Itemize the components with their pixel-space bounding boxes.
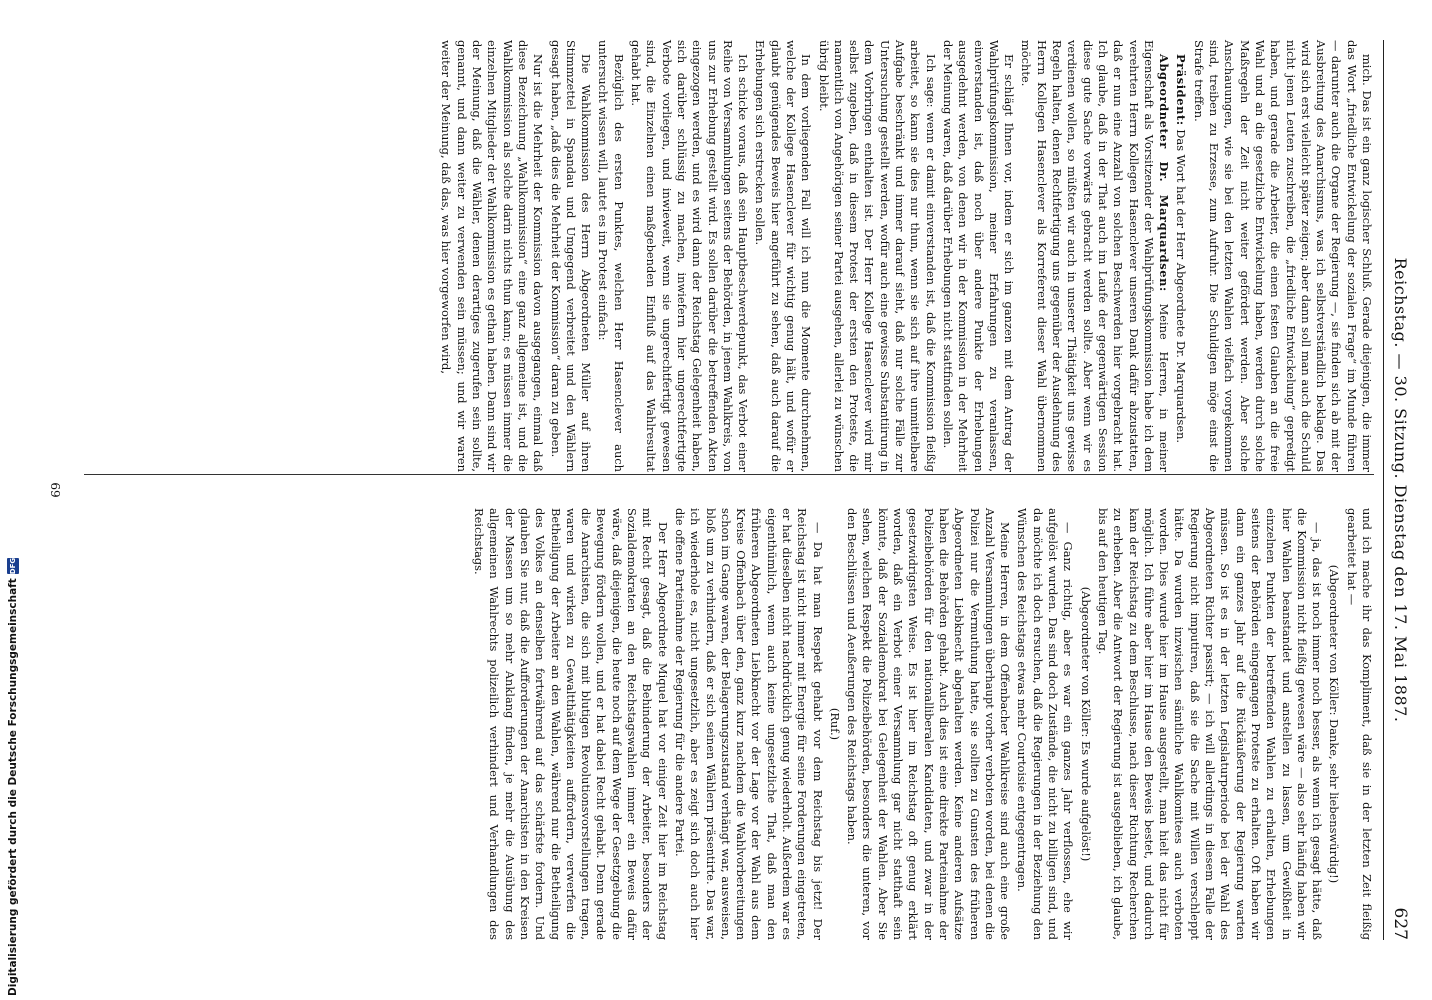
paragraph: — Ganz richtig, aber es war ein ganzes Jahr verflossen, ehe wir aufgelöst wurden. Das sind doch Zustände, die nicht zu billigen sind, und da möchte ich doch ersuchen, daß die Regierungen in der Beziehung den Wünschen des Reichstags etwas mehr Courtoisie entgegentragen. [1015, 508, 1076, 940]
paragraph: Die Wahlkommission des Herrn Abgeordneten Müller auf ihren Stimmzettel in Spandau und Umgegend verbreitet und den Wählern gesagt haben, „daß dies die Mehrheit der Kommission“ daran zu geben. [548, 40, 594, 472]
running-head: Reichstag. — 30. Sitzung. Dienstag den 17. Mai 1887. [1391, 257, 1410, 723]
paragraph: Ich sage: wenn er damit einverstanden ist, daß die Kommission fleißig arbeitet, so kann sie dies nur thun, wenn sie sich auf ihre unmittelbare Aufgabe beschränkt und immer darauf sieht, daß nur solche Fälle zur Untersuchung gestellt werden, wofür auch eine gewisse Substantiirung in dem Vorbringen enthalten ist. Der Herr Kollege Hasenclever wird mir selbst zugeben, daß in diesem Protest der ersten den Proteste, die namentlich von Angehörigen seiner Partei ausgehen, allerlei zu wünschen übrig bleibt. [816, 40, 938, 472]
page-header [1386, 40, 1414, 940]
paragraph: Meine Herren, in dem Offenbacher Wahlkreise sind auch eine große Anzahl Versammlungen überhaupt vorher verboten worden, bei denen die Polizei nur die Vermuthung hatte, sie sollten zu Gunsten des früheren Abgeordneten Liebknecht abgehalten werden. Keine anderen Aufsätze haben die Behörden gehabt. Auch dies ist eine direkte Parteinahme der Polizeibehörden für den nationalliberalen Kandidaten, und zwar in der gesetzwidrigsten Weise. Es ist hier im Reichstag oft genug erklärt worden, daß ein Verbot einer Versammlung gar nicht statthaft sein könnte, daß der Sozialdemokrat bei Gelegenheit der Wahlen. Aber Sie sehen, welchen Respekt die Polizeibehörden, besonders die unteren, vor den Beschlüssen und Aeußerungen des Reichstags haben. [845, 508, 1013, 940]
paragraph: Nur ist die Mehrheit der Kommission davon ausgegangen, einmal daß diese Bezeichnung „Wahlkommission“ eine ganz allgemeine ist, und die Wahlkommission als solche darin nichts thun kann; es müssen immer die einzelnen Mitglieder der Wahlkommission es gethan haben. Dann sind wir der Meinung, daß die Wähler, denen derartiges zugerufen sein sollte, genannt, und dann weiter zu verwenden sein müssen; und wir waren weiter der Meinung, daß das, was hier vorgeworfen wird, [439, 40, 546, 472]
paragraph: — ja, das ist noch immer noch besser, als wenn ich gesagt hätte, daß die Kommission nicht fleißig gewesen wäre — also sehr häufig haben wir hier Wahlen beanstandet und anstellen zu lassen, um Gewißheit in einzelnen Punkten der betreffenden Wahlen zu erhalten, Erhebungen seitens der Behörden eingegangen Proteste zu erhalten. Oft haben wir dann ein ganzes Jahr auf die Rückäußerung der Regierung warten müssen. So ist es in der letzten Legislaturperiode bei der Wahl des Abgeordneten Richter passirt; — ich will allerdings in diesem Falle der Regierung nicht imputiren, daß sie die Sache mit Willen verschleppt hätte. Da wurden inzwischen sämtliche Wahlkomitees auch verboten worden. Dies wurde hier im Hause ausgestellt, man hielt das nicht für möglich. Ich führe aber hier im Hause den Beweis bestet, und dadurch kam der Reichstag zu dem Beschlusse, nach dieser Richtung Recherchen zu erheben. Aber die Antwort der Regierung ist ausgeblieben, ich glaube, bis auf den heutigen Tag. [1095, 508, 1325, 940]
paragraph: — Da hat man Respekt gehabt vor dem Reichstag bis jetzt! Der Reichstag ist nicht immer mit Energie für seine Forderungen eingetreten, er hat dieselben nicht nachdrücklich genug wiederholt. Außerdem war es eigenthümlich, wenn auch keine ungesetzliche That, daß man den früheren Abgeordneten Liebknecht vor der Lage vor der Wahl aus dem Kreise Offenbach über den, ganz kurz nachdem die Wahlvorbereitungen schon im Gange waren, der Belagerungszustand verhängt war, ausweisen, bloß um zu verhindern, daß er sich seinen Wählern präsentirte. Das war, ich wiederhole es, nicht ungesetzlich, aber es zeigt sich doch auch hier die offene Parteinahme der Regierung für die andere Partei. [672, 508, 825, 940]
speaker-text: Das Wort hat der Herr Abgeordnete Dr. Marquardsen. [1174, 129, 1189, 444]
left-column [84, 40, 1374, 472]
footer-number: 69 [48, 482, 62, 498]
paragraph: und ich mache ihr das Kompliment, daß sie in der letzten Zeit fleißig gearbeitet hat — [1344, 508, 1374, 940]
speaker-paragraph [1018, 40, 1171, 472]
speaker-label: Abgeordneter Dr. Marquardsen: [1157, 54, 1172, 292]
paragraph: Er schlägt Ihnen vor, indem er sich im ganzen mit dem Antrag der Wahlprüfungskommission, meiner Erfahrungen zu veranlassen, einverstanden ist, daß noch über andere Punkte der Erhebungen ausgedehnt werden, von denen wir in der Kommission in der Mehrheit der Meinung waren, daß darüber Erhebungen nicht stattfinden sollen. [940, 40, 1017, 472]
page-number: 627 [1390, 907, 1410, 940]
speaker-text: Meine Herren, in meiner Eigenschaft als Vorsitzender der Wahlprüfungskommission habe ich dem verehrten Herrn Kollegen Hasenclever unseren Dank dafür abzustatten, daß er nun eine Anzahl von solchen Beschwerden hier vorgebracht hat. Ich glaube, daß in der That auch im Laufe der gegenwärtigen Session diese gute Sache vorwärts gebracht werden sollte. Aber wenn wir es verdienen wollen, so müßten wir auch in unserer Thätigkeit uns gewisse Regeln halten, denen Rechtfertigung uns gegenüber der Ausdehnung des Herrn Kollegen Hasenclever als Korreferent dieser Wahl übernommen möchte. [1019, 40, 1172, 472]
paragraph: In dem vorliegenden Fall will ich nun die Momente durchnehmen, welche der Kollege Hasenclever für wichtig genug hält, und wofür er glaubt genügendes Beweis hier angeführt zu sehen, daß auch darauf die Erhebungen sich erstrecken sollen. [753, 40, 814, 472]
digitization-strip [2, 557, 24, 996]
speaker-label: Präsident: [1174, 54, 1189, 126]
interjection: (Abgeordneter von Köller: Es wurde aufgelöst!) [1078, 586, 1093, 862]
paragraph: Der Herr Abgeordnete Miquel hat vor einiger Zeit hier im Reichstag mit Recht gesagt, daß die Behinderung der Arbeiter, besonders der Sozialdemokraten an den Reichstagswahlen immer ein Beweis dafür wäre, daß diejenigen, die heute noch auf dem Wege der Gesetzgebung die Bewegung fördern wollen, und er hat dabei Recht gehabt. Denn gerade die Anarchisten, die sich mit blutigen Revolutionsvorstellungen tragen, waren und wirken zu Gewaltthätigkeiten auffordern, verwerfen die Betheiligung der Arbeiter an den Wahlen, während nur die Betheiligung des Volkes an denselben fortwährend auf das schärfste fordern. Und glauben Sie nur, daß die Aufforderungen der Anarchisten in den Kreisen der Massen um so mehr Anklang finden, je mehr die Ausübung des allgemeinen Wahlrechts polizeilich verhindert und Verhandlungen des Reichstags. [472, 508, 670, 940]
paragraph: Ich schicke voraus, daß sein Hauptbeschwerdepunkt, das Verbot einer Reihe von Versammlungen seitens der Behörden, in jenem Wahlkreis, von uns zur Erhebung gestellt wird. Es sollen darüber die betreffenden Akten eingezogen werden, und es wird dann der Reichstag Gelegenheit haben, sich darüber schlüssig zu machen, inwiefern hier ungerechtfertigte Verbote vorliegen, und inwieweit, wenn sie ungerechtfertigt gewesen sind, die Einzelnen einen maßgebenden Einfluß auf das Wahlresultat gehabt hat. [629, 40, 751, 472]
paragraph: mich. Das ist ein ganz logischer Schluß. Gerade diejenigen, die immer das Wort „friedliche Entwickelung der sozialen Frage“ im Munde führen — darunter auch die Organe der Regierung —, sie finden sich ab mit der Ausbreitung des Anarchismus, was ich selbstverständlich beklage. Das wird sich erst vielleicht später zeigen; aber dann soll man auch die Schuld nicht jenen Leuten zuschreiben, die „friedliche Entwickelung“ gepredigt haben, und gerade die Arbeiter, die einen festen Glauben an die freie Wahl und an die gesetzliche Entwickelung haben, werden durch solche Maßregeln der Zeit nicht weiter gefördert werden. Aber solche Anschauungen, wie sie bei den letzten Wahlen vielfach vorgekommen sind, treiben zu Erzesse, zum Aufruhr. Die Schuldigen möge einst die Strafe treffen. [1191, 40, 1374, 472]
column-divider [84, 474, 1374, 475]
header-rule [1383, 40, 1384, 940]
paragraph: Bezüglich des ersten Punktes, welchen Herr Hasenclever auch untersucht wissen will, lautet es im Protest einfach: [596, 40, 626, 472]
interjection: (Abgeordneter von Köller: Danke, sehr liebenswürdig!) [1327, 564, 1342, 884]
speaker-paragraph [1173, 40, 1188, 472]
dfg-logo-icon: DFG [9, 557, 17, 575]
right-column [84, 508, 1374, 940]
digitization-note: Digitalisierung gefördert durch die Deutsche Forschungsgemeinschaft [7, 578, 19, 996]
interjection: (Ruf.) [827, 707, 842, 741]
